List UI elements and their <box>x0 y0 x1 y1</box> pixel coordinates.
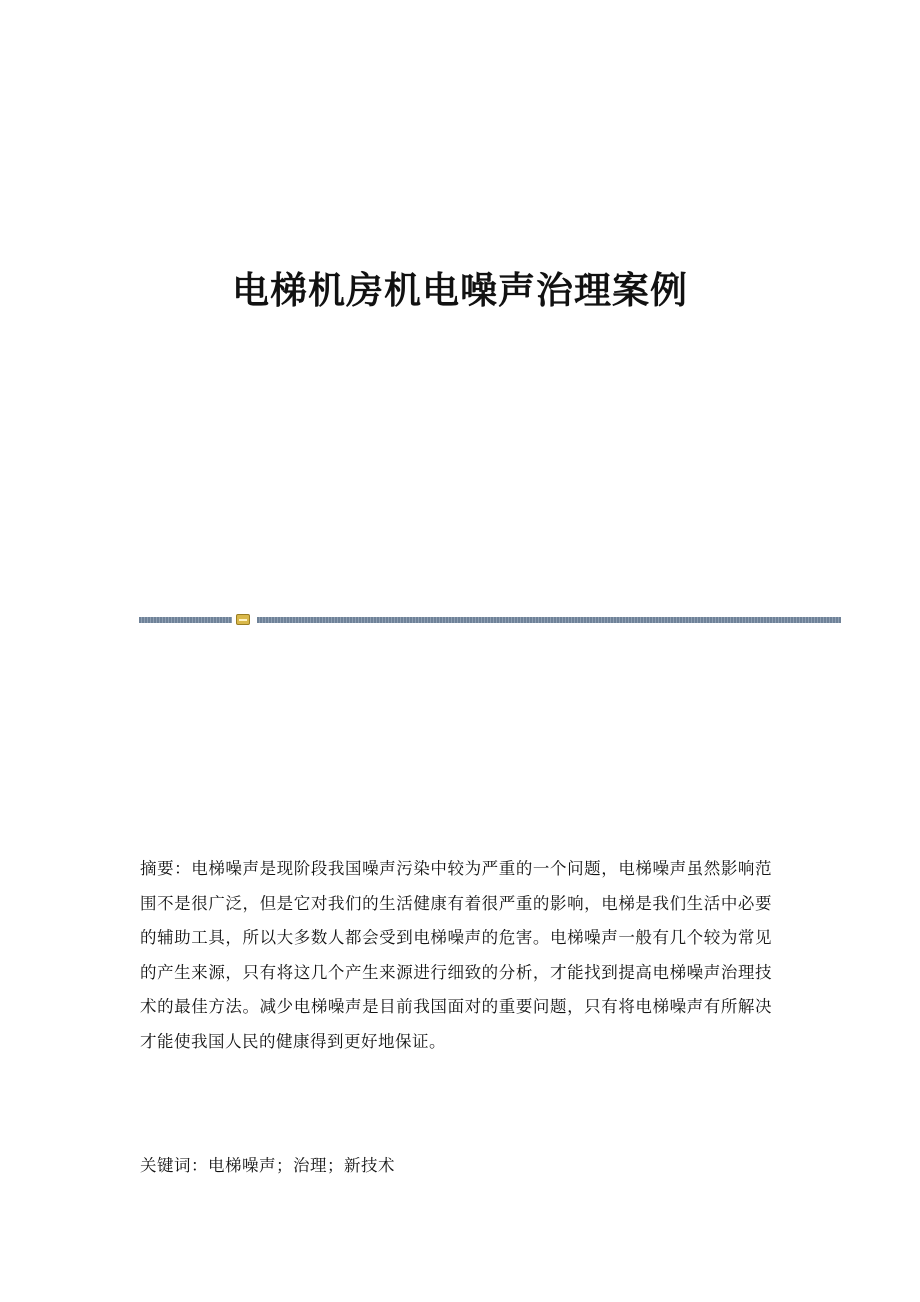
keywords-line <box>140 1149 772 1183</box>
abstract-paragraph <box>140 852 772 1059</box>
abstract-label: 摘要： <box>140 859 192 878</box>
abstract-text: 电梯噪声是现阶段我国噪声污染中较为严重的一个问题，电梯噪声虽然影响范围不是很广泛，但是它对我们的生活健康有着很严重的影响，电梯是我们生活中必要的辅助工具，所以大多数人都会受到电梯噪声的危害。电梯噪声一般有几个较为常见的产生来源，只有将这几个产生来源进行细致的分析，才能找到提高电梯噪声治理技术的最佳方法。减少电梯噪声是目前我国面对的重要问题，只有将电梯噪声有所解决才能使我国人民的健康得到更好地保证。 <box>140 859 772 1051</box>
keywords-label: 关键词： <box>140 1156 208 1175</box>
divider-bar-right <box>257 617 841 623</box>
ornament-icon <box>236 614 250 625</box>
document-title: 电梯机房机电噪声治理案例 <box>232 268 688 312</box>
keywords-text: 电梯噪声；治理；新技术 <box>208 1156 395 1175</box>
title-divider <box>139 614 841 624</box>
divider-bar-left <box>139 617 232 623</box>
